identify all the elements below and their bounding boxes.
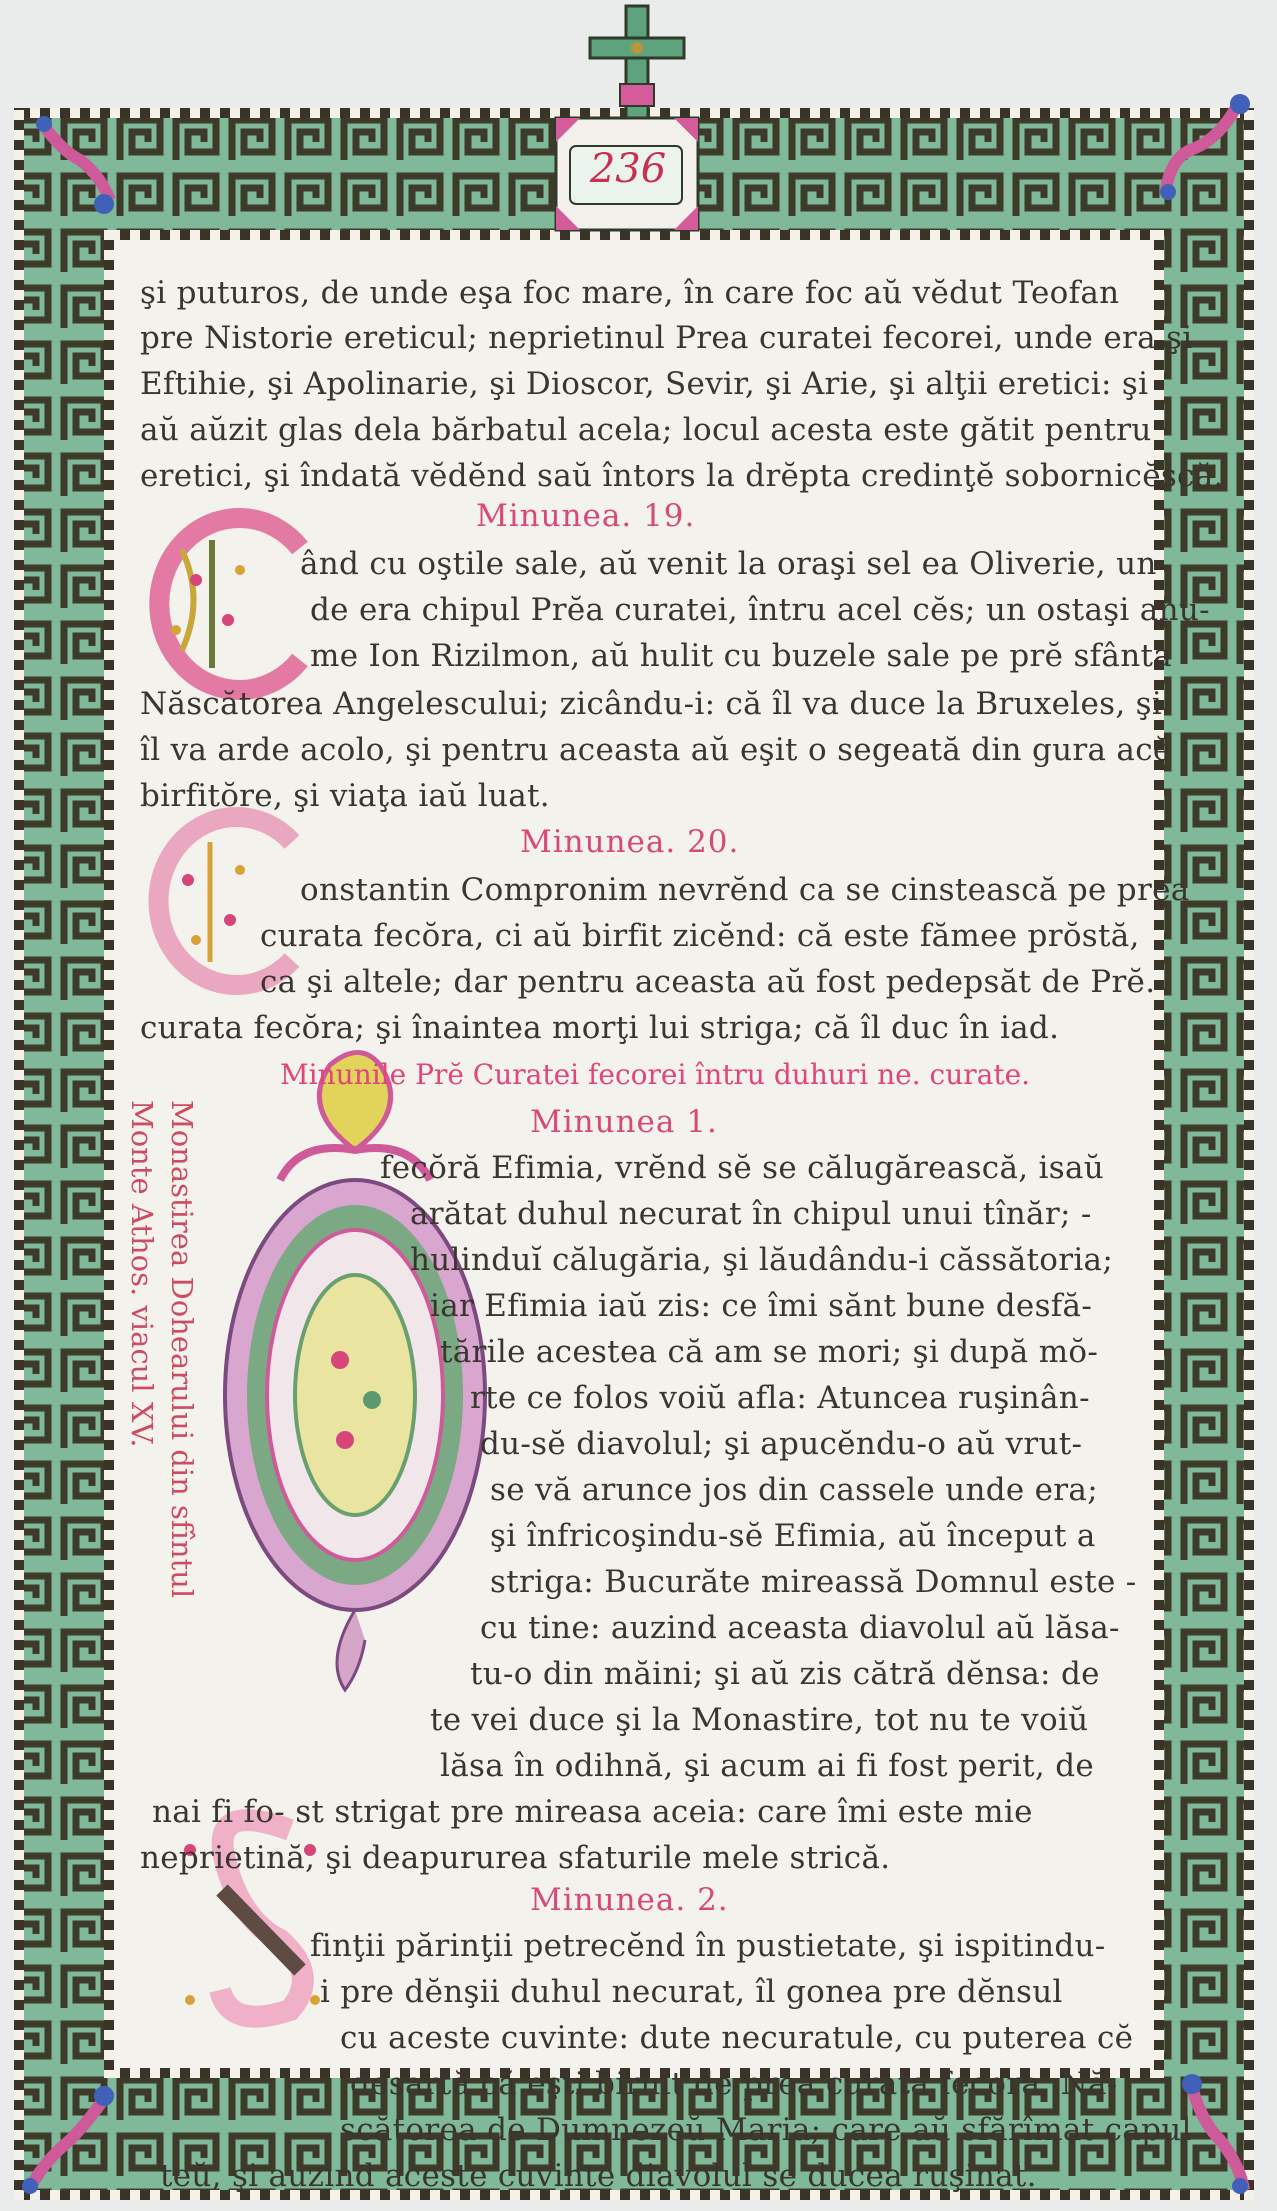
text-line: rte ce folos voiŭ afla: Atuncea ruşinân- bbox=[470, 1380, 1090, 1416]
manuscript-text bbox=[140, 258, 1224, 2194]
text-line: du-sĕ diavolul; şi apucĕndu-o aŭ vrut- bbox=[480, 1426, 1083, 1462]
text-line: pre Nistorie ereticul; neprietinul Prea curatei fecorei, unde era şi bbox=[140, 320, 1193, 356]
text-line: cu tine: auzind aceasta diavolul aŭ lăsa- bbox=[480, 1610, 1120, 1646]
text-line: curata fecŏra, ci aŭ birfit zicĕnd: că este fămee prŏstă, bbox=[260, 918, 1140, 954]
text-line: cu aceste cuvinte: dute necuratule, cu puterea cĕ bbox=[340, 2020, 1134, 2056]
text-line: eretici, şi îndată vĕdĕnd saŭ întors la drĕpta credinţĕ sobornicĕscă. bbox=[140, 458, 1224, 494]
text-line: finţii părinţii petrecĕnd în pustietate, şi ispitindu- bbox=[310, 1928, 1106, 1964]
text-line: de era chipul Prĕa curatei, întru acel cĕs; un ostaşi anu- bbox=[310, 592, 1210, 628]
text-line: fecŏră Efimia, vrĕnd sĕ se călugărească, isaŭ bbox=[380, 1150, 1105, 1186]
cross-icon bbox=[590, 6, 684, 118]
text-line: tările acestea că am se mori; şi după mŏ- bbox=[440, 1334, 1099, 1370]
miracle-heading: Minunea. 19. bbox=[476, 498, 696, 534]
side-note bbox=[122, 1100, 202, 1598]
text-line: hulinduĭ călugăria, şi lăudându-i căssătoria; bbox=[410, 1242, 1114, 1278]
text-line: birfitŏre, şi viaţa iaŭ luat. bbox=[140, 778, 550, 814]
side-note-line: Monastirea Dohearului din sfîntul bbox=[165, 1100, 199, 1599]
text-line: Eftihie, şi Apolinarie, şi Dioscor, Sevir, şi Arie, şi alţii eretici: şi bbox=[140, 366, 1149, 402]
text-line: neprietină, şi deapururea sfaturile mele strică. bbox=[140, 1840, 891, 1876]
text-line: onstantin Compronim nevrĕnd ca se cinstească pe prea bbox=[300, 872, 1190, 908]
text-line: nai fi fo- st strigat pre mireasa aceia: care îmi este mie bbox=[152, 1794, 1033, 1830]
text-line: Născătorea Angelescului; zicându-i: că îl va duce la Bruxeles, şi bbox=[140, 686, 1163, 722]
text-line: iar Efimia iaŭ zis: ce îmi sănt bune desfă- bbox=[430, 1288, 1093, 1324]
miracle-heading: Minunea 1. bbox=[530, 1104, 718, 1140]
miracle-heading: Minunea. 2. bbox=[530, 1882, 729, 1918]
text-line: teŭ, şi auzind aceste cuvinte diavolul se ducea ruşinat. bbox=[160, 2158, 1037, 2194]
text-line: aŭ aŭzit glas dela bărbatul acela; locul acesta este gătit pentru bbox=[140, 412, 1152, 448]
text-line: se vă arunce jos din cassele unde era; bbox=[490, 1472, 1098, 1508]
text-line: lăsa în odihnă, şi acum ai fi fost perit, de bbox=[440, 1748, 1094, 1784]
text-line: desartă că eşti biruit de prea curata fecora, Nă- bbox=[350, 2066, 1118, 2102]
page-number: 236 bbox=[589, 146, 667, 192]
text-line: şi înfricoşindu-sĕ Efimia, aŭ început a bbox=[490, 1518, 1096, 1554]
text-line: te vei duce şi la Monastire, tot nu te voiŭ bbox=[430, 1702, 1089, 1738]
text-line: îl va arde acolo, şi pentru aceasta aŭ eşit o segeată din gura acĕ bbox=[140, 732, 1172, 768]
text-line: arătat duhul necurat în chipul unui tînăr; - bbox=[410, 1196, 1092, 1232]
text-line: curata fecŏra; şi înaintea morţi lui striga; că îl duc în iad. bbox=[140, 1010, 1060, 1046]
side-note-line: Monte Athos. viacul XV. bbox=[125, 1100, 159, 1448]
section-title: Minunile Prĕ Curatei fecorei întru duhuri ne. curate. bbox=[280, 1058, 1031, 1091]
miracle-heading: Minunea. 20. bbox=[520, 824, 740, 860]
text-line: me Ion Rizilmon, aŭ hulit cu buzele sale pe prĕ sfânta bbox=[310, 638, 1173, 674]
text-line: şi puturos, de unde eşa foc mare, în care foc aŭ vĕdut Teofan bbox=[140, 275, 1120, 311]
text-line: striga: Bucurăte mireassă Domnul este - bbox=[490, 1564, 1137, 1600]
text-line: scătorea de Dumnezeŭ Maria; care aŭ sfărîmat capul bbox=[340, 2112, 1192, 2148]
text-line: i pre dĕnşii duhul necurat, îl gonea pre dĕnsul bbox=[320, 1974, 1063, 2010]
text-line: ând cu oştile sale, aŭ venit la oraşi sel ea Oliverie, un- bbox=[300, 546, 1168, 582]
text-line: tu-o din măini; şi aŭ zis cătră dĕnsa: de bbox=[470, 1656, 1100, 1692]
text-line: ca şi altele; dar pentru aceasta aŭ fost pedepsăt de Prĕ. bbox=[260, 964, 1156, 1000]
